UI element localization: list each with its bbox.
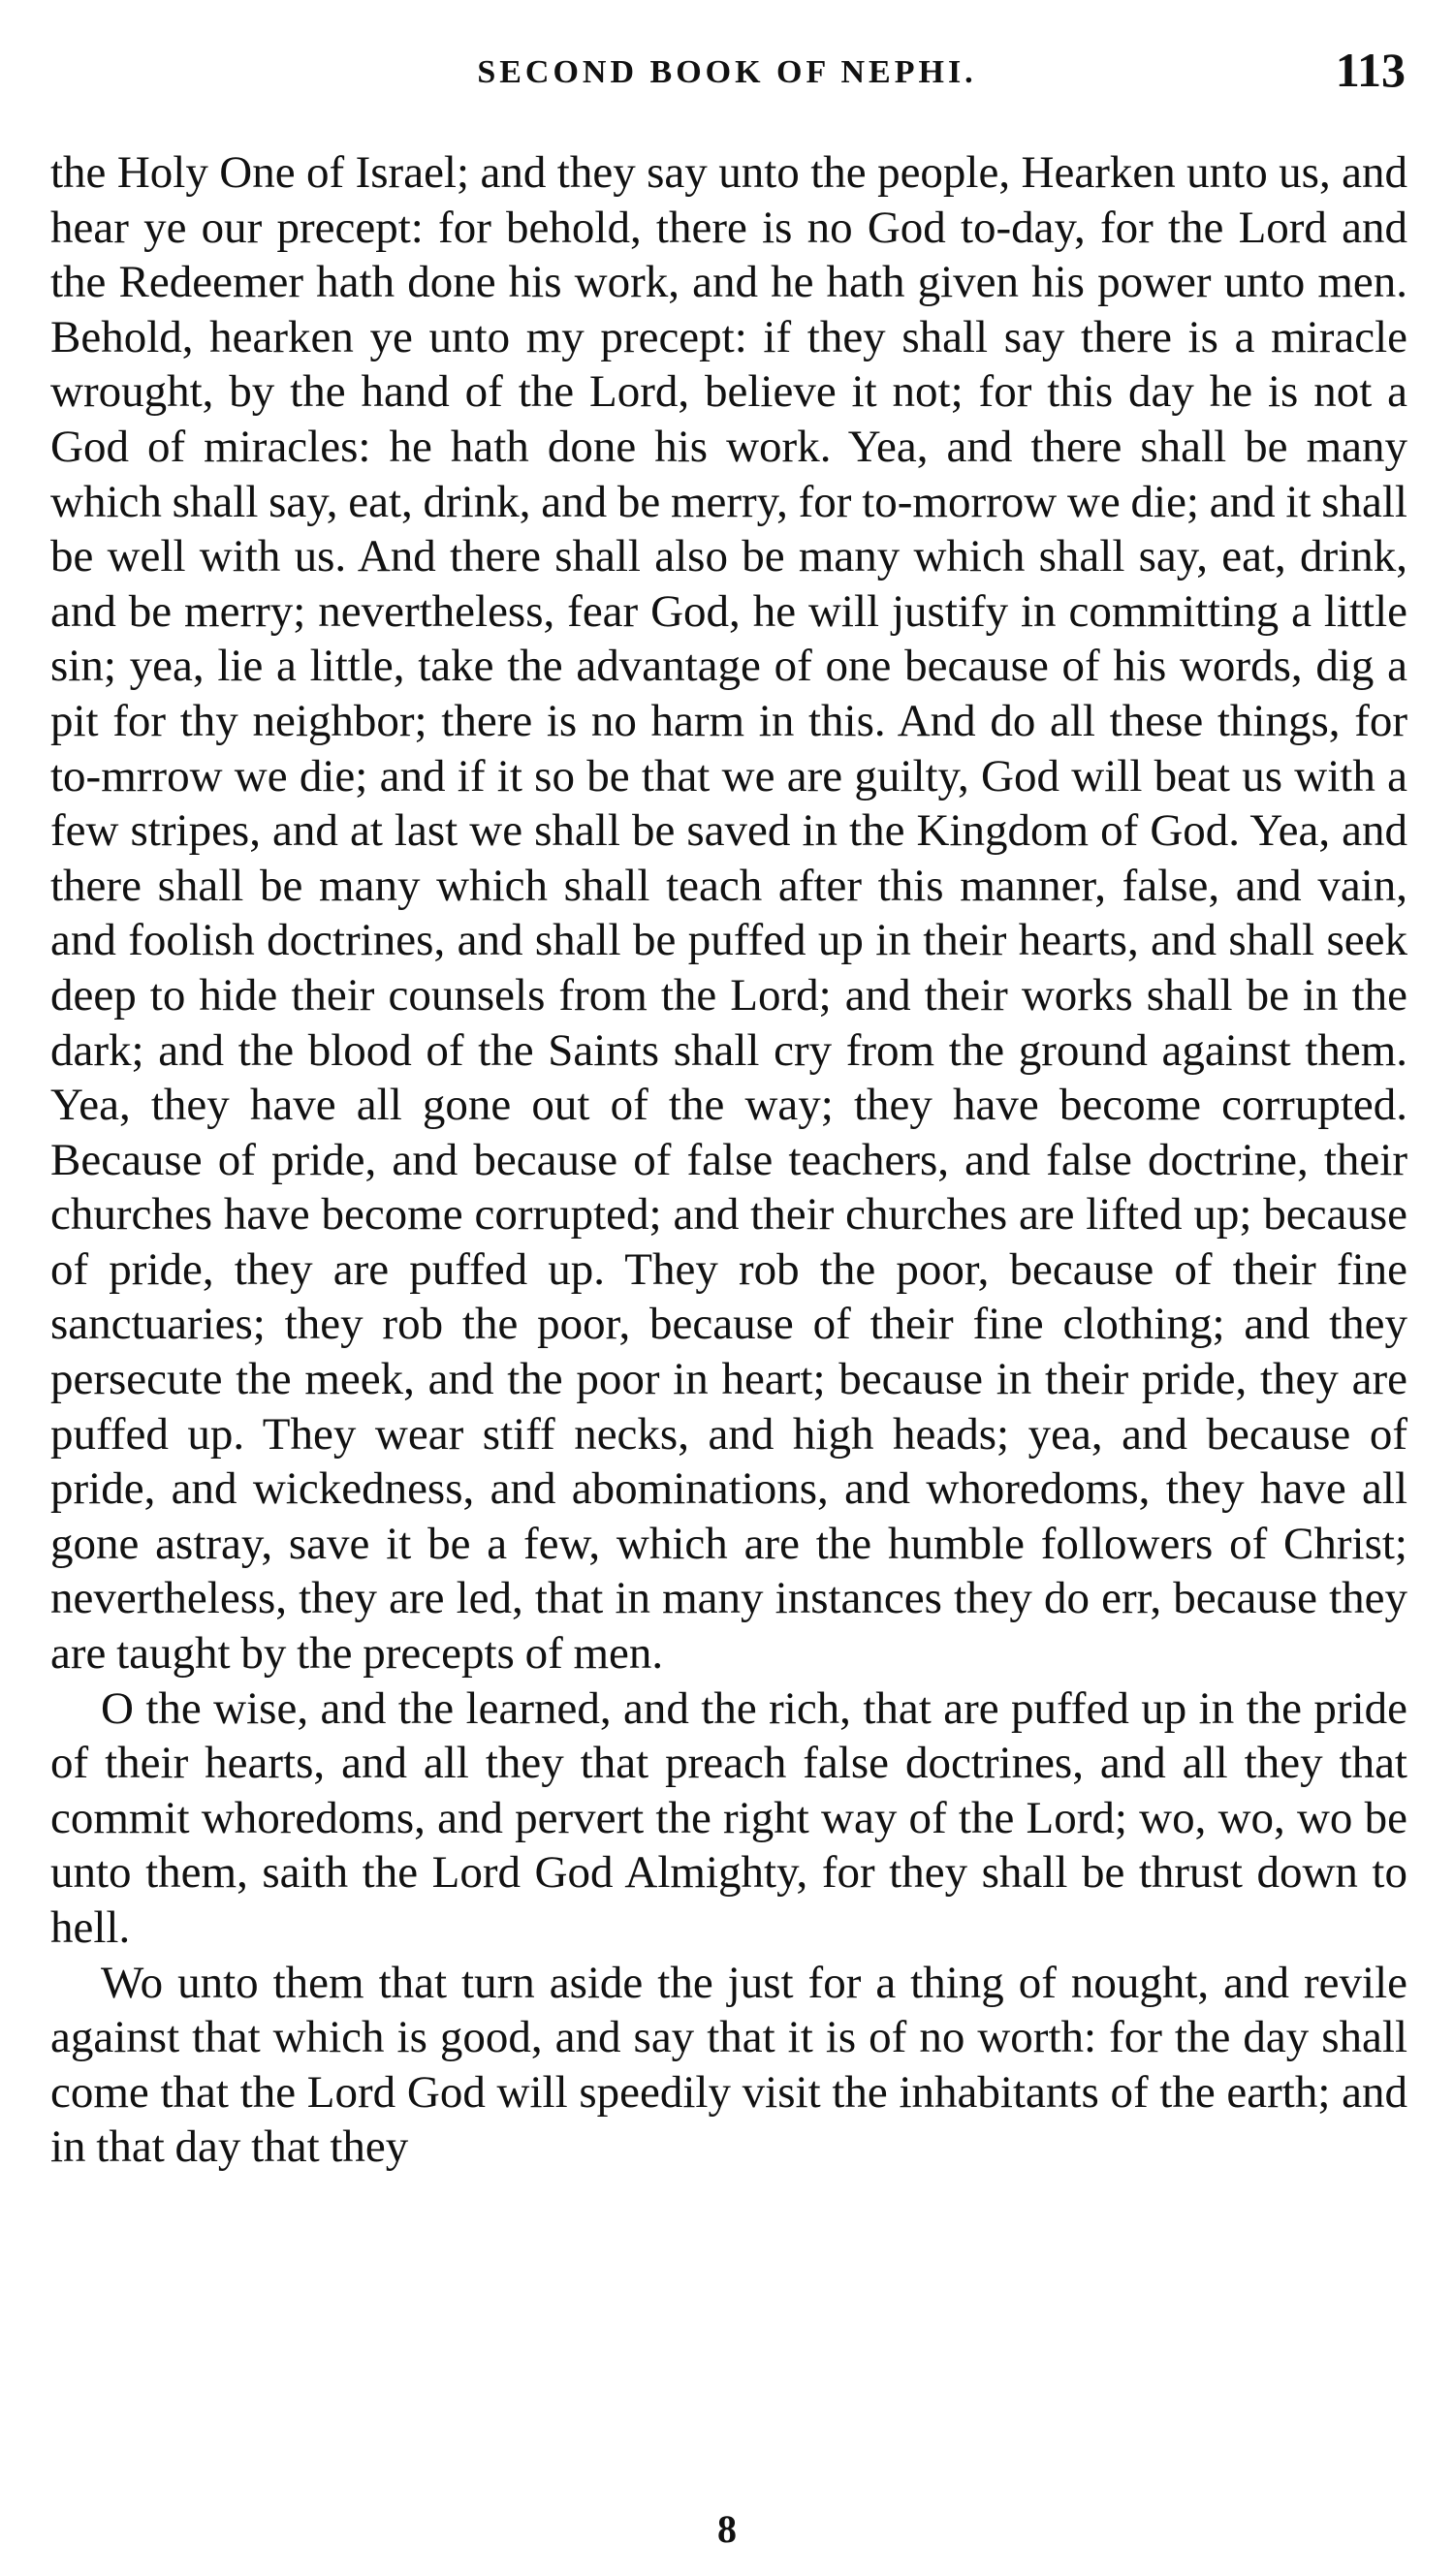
paragraph-1: the Holy One of Israel; and they say unto the people, Hearken unto us, and hear ye our precept: for behold, there is no God to-day, for the Lord and the Redeemer hath done his work, and he hath given his power unto men. Behold, hearken ye unto my precept: if they shall say there is a miracle wrought, by the hand of the Lord, believe it not; for this day he is not a God of miracles: he hath done his work. Yea, and there shall be many which shall say, eat, drink, and be merry, for to-morrow we die; and it shall be well with us. And there shall also be many which shall say, eat, drink, and be merry; nevertheless, fear God, he will justify in committing a little sin; yea, lie a little, take the advantage of one because of his words, dig a pit for thy neighbor; there is no harm in this. And do all these things, for to-mrrow we die; and if it so be that we are guilty, God will beat us with a few stripes, and at last we shall be saved in the Kingdom of God. Yea, and there shall be many which shall teach after this manner, false, and vain, and foolish doctrines, and shall be puffed up in their hearts, and shall seek deep to hide their counsels from the Lord; and their works shall be in the dark; and the blood of the Saints shall cry from the ground against them. Yea, they have all gone out of the way; they have become corrupted. Because of pride, and because of false teachers, and false doctrine, their churches have become corrupted; and their churches are lifted up; because of pride, they are puffed up. They rob the poor, because of their fine sanctuaries; they rob the poor, because of their fine clothing; and they persecute the meek, and the poor in heart; because in their pride, they are puffed up. They wear stiff necks, and high heads; yea, and because of pride, and wickedness, and abominations, and whoredoms, they have all gone astray, save it be a few, which are the humble followers of Christ; nevertheless, they are led, that in many instances they do err, because they are taught by the precepts of men. [50,147,1407,1680]
running-title: SECOND BOOK OF NEPHI. [477,54,977,90]
body-text [50,145,1407,2175]
paragraph-3: Wo unto them that turn aside the just for a thing of nought, and revile against that which is good, and say that it is of no worth: for the day shall come that the Lord God will speedily visit the inhabitants of the earth; and in that day that they [50,1957,1407,2173]
page-number: 113 [1335,43,1406,97]
running-head [48,43,1406,97]
paragraph-2: O the wise, and the learned, and the rich, that are puffed up in the pride of their hearts, and all they that preach false doctrines, and all they that commit whoredoms, and pervert the right way of the Lord; wo, wo, wo be unto them, saith the Lord God Almighty, for they shall be thrust down to hell. [50,1682,1407,1953]
signature-mark: 8 [717,2507,737,2551]
